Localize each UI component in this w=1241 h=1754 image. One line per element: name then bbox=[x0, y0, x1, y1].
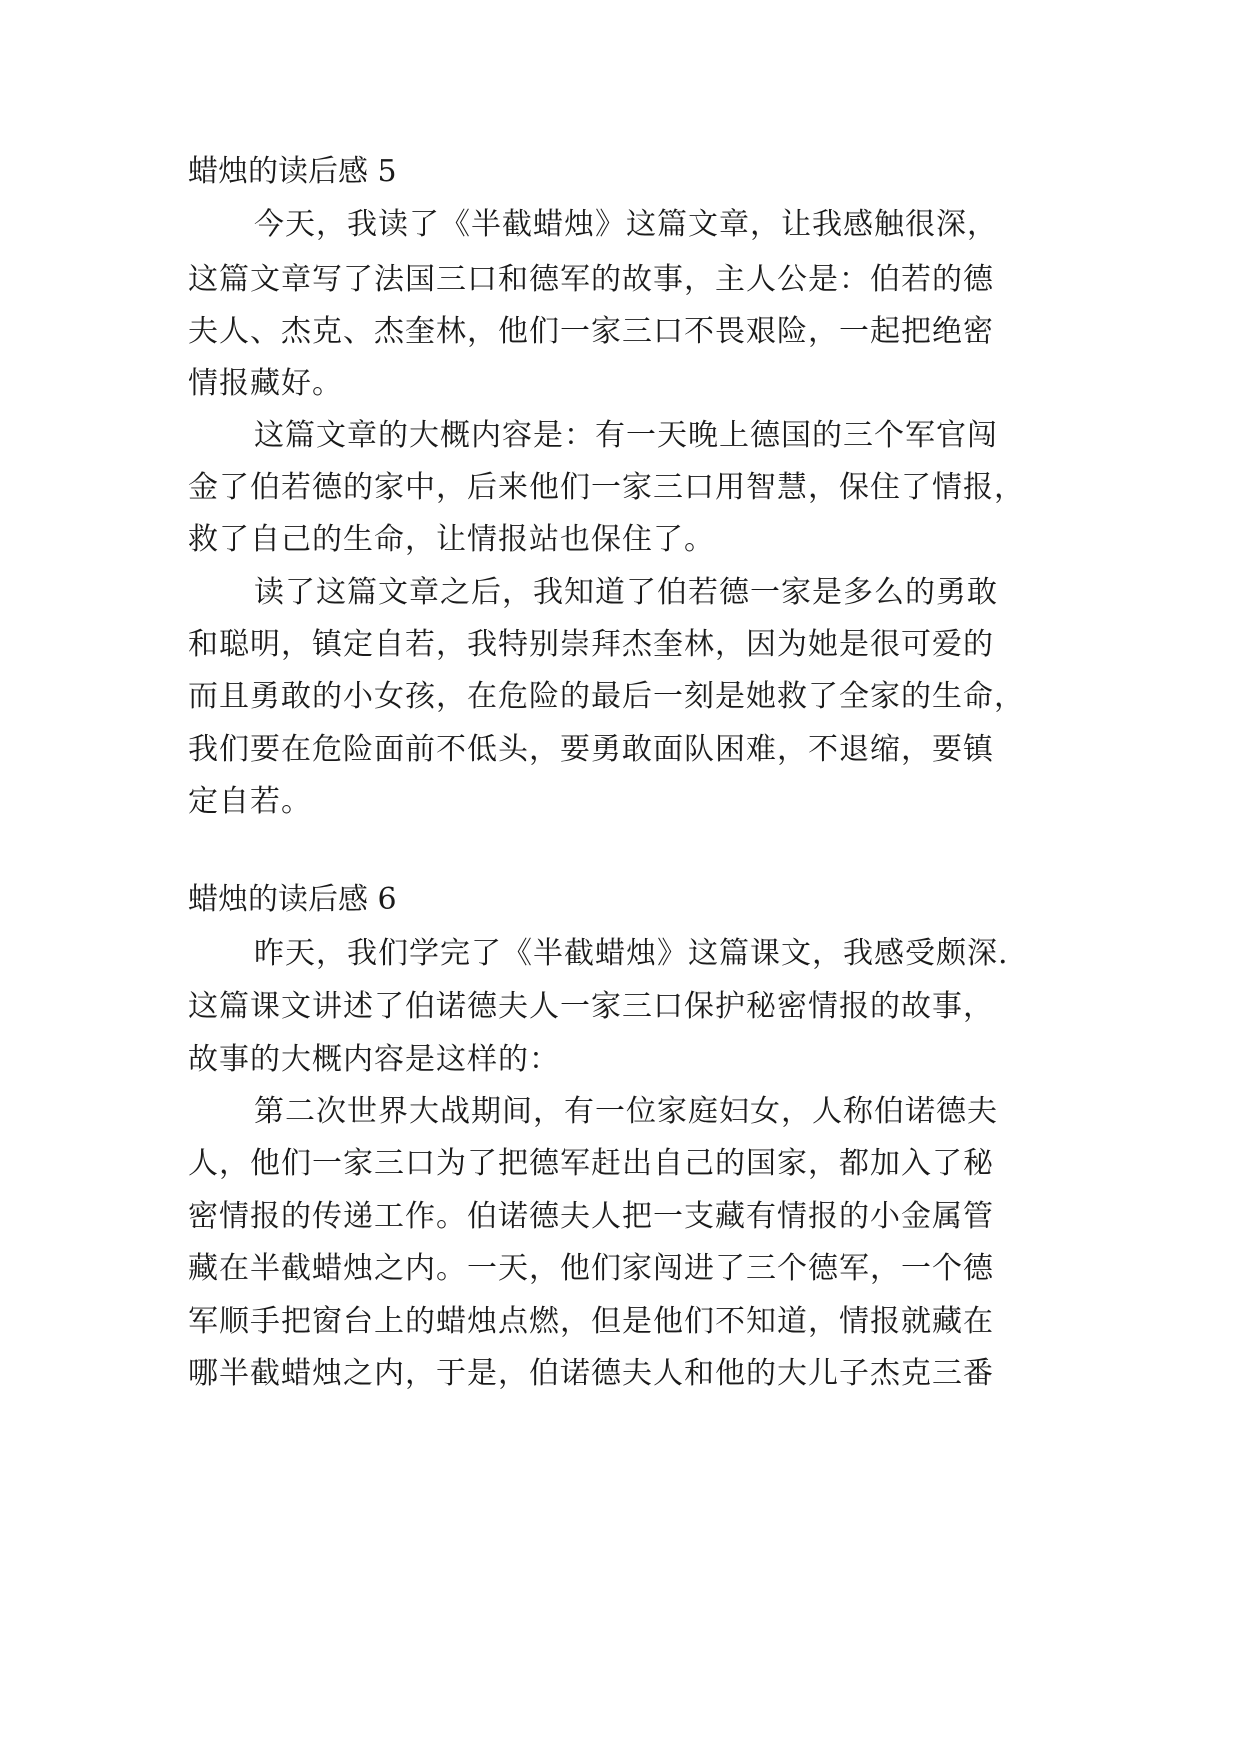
paragraph-line: 这篇课文讲述了伯诺德夫人一家三口保护秘密情报的故事， bbox=[188, 989, 994, 1024]
section-title-6: 蜡烛的读后感 6 bbox=[188, 882, 397, 917]
paragraph-line: 金了伯若德的家中，后来他们一家三口用智慧，保住了情报， bbox=[188, 470, 1025, 505]
paragraph-line: 今天，我读了《半截蜡烛》这篇文章，让我感触很深， bbox=[254, 207, 998, 242]
paragraph-line: 故事的大概内容是这样的： bbox=[188, 1042, 560, 1077]
paragraph-line: 昨天，我们学完了《半截蜡烛》这篇课文，我感受颇深. bbox=[254, 936, 1009, 971]
paragraph-line: 第二次世界大战期间，有一位家庭妇女，人称伯诺德夫 bbox=[254, 1094, 998, 1129]
paragraph-line: 军顺手把窗台上的蜡烛点燃，但是他们不知道，情报就藏在 bbox=[188, 1304, 994, 1339]
paragraph-line: 夫人、杰克、杰奎林，他们一家三口不畏艰险，一起把绝密 bbox=[188, 314, 994, 349]
paragraph-line: 人，他们一家三口为了把德军赶出自己的国家，都加入了秘 bbox=[188, 1146, 994, 1181]
paragraph-line: 和聪明，镇定自若，我特别崇拜杰奎林，因为她是很可爱的 bbox=[188, 627, 994, 662]
paragraph-line: 藏在半截蜡烛之内。一天，他们家闯进了三个德军，一个德 bbox=[188, 1251, 994, 1286]
paragraph-line: 定自若。 bbox=[188, 784, 312, 819]
section-title-5: 蜡烛的读后感 5 bbox=[188, 154, 397, 189]
paragraph-line: 救了自己的生命，让情报站也保住了。 bbox=[188, 522, 715, 557]
paragraph-line: 读了这篇文章之后，我知道了伯若德一家是多么的勇敢 bbox=[254, 575, 998, 610]
paragraph-line: 情报藏好。 bbox=[188, 366, 343, 401]
paragraph-line: 而且勇敢的小女孩，在危险的最后一刻是她救了全家的生命， bbox=[188, 679, 1025, 714]
paragraph-line: 密情报的传递工作。伯诺德夫人把一支藏有情报的小金属管 bbox=[188, 1199, 994, 1234]
paragraph-line: 哪半截蜡烛之内，于是，伯诺德夫人和他的大儿子杰克三番 bbox=[188, 1356, 994, 1391]
paragraph-line: 这篇文章的大概内容是：有一天晚上德国的三个军官闯 bbox=[254, 418, 998, 453]
paragraph-line: 这篇文章写了法国三口和德军的故事，主人公是：伯若的德 bbox=[188, 262, 994, 297]
paragraph-line: 我们要在危险面前不低头，要勇敢面队困难，不退缩，要镇 bbox=[188, 732, 994, 767]
